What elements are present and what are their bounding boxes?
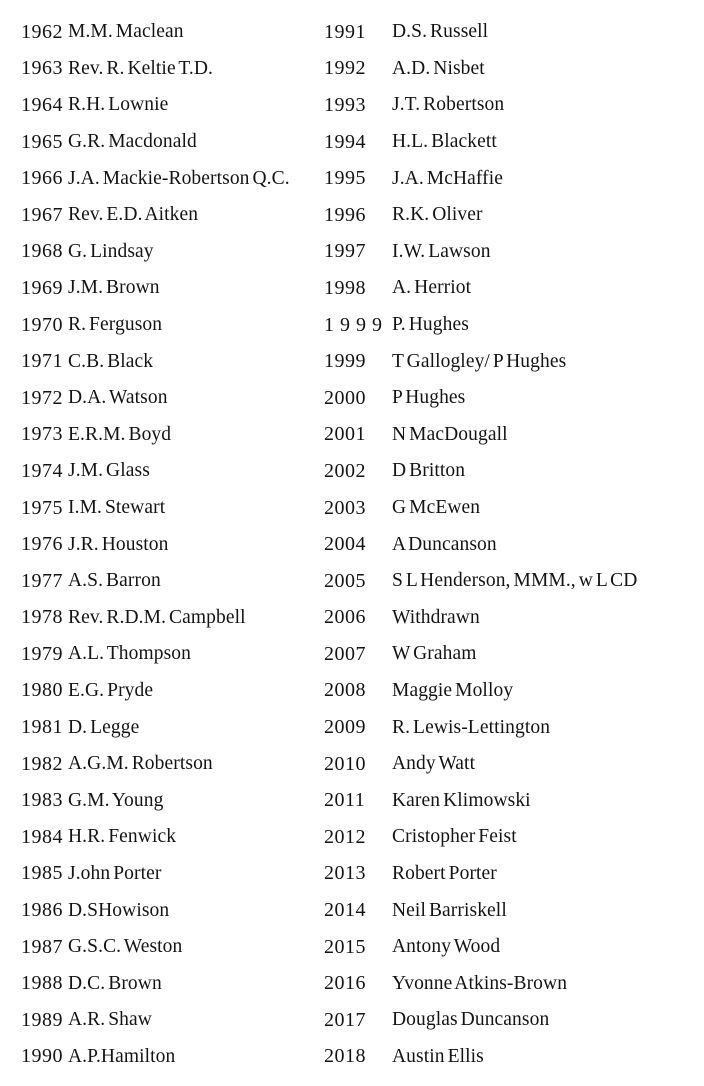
year-cell: 2010 bbox=[324, 752, 366, 775]
year-cell: 2007 bbox=[324, 642, 366, 665]
year-cell: 1965 bbox=[21, 130, 63, 153]
list-row bbox=[21, 270, 320, 307]
year-cell: 1998 bbox=[324, 276, 366, 299]
year-cell: 2005 bbox=[324, 569, 366, 592]
name-cell: Rev. R. Keltie T.D. bbox=[68, 57, 214, 79]
name-cell: D.S. Russell bbox=[392, 21, 489, 43]
list-row bbox=[324, 270, 704, 307]
name-cell: E.R.M. Boyd bbox=[68, 423, 172, 445]
year-cell: 1967 bbox=[21, 203, 63, 226]
name-cell: R. Ferguson bbox=[68, 314, 163, 336]
year-cell: 1969 bbox=[21, 276, 63, 299]
list-row bbox=[324, 417, 704, 454]
name-cell: J.T. Robertson bbox=[392, 94, 505, 116]
name-cell: D. Legge bbox=[68, 716, 140, 738]
list-row bbox=[324, 453, 704, 490]
name-cell: G McEwen bbox=[392, 497, 481, 519]
year-cell: 1973 bbox=[21, 423, 63, 446]
list-row bbox=[324, 709, 704, 746]
list-row bbox=[21, 417, 320, 454]
list-row bbox=[21, 673, 320, 710]
list-row bbox=[21, 600, 320, 637]
list-row bbox=[21, 526, 320, 563]
year-cell: 2001 bbox=[324, 423, 366, 446]
year-cell: 1992 bbox=[324, 57, 366, 80]
year-cell: 2000 bbox=[324, 386, 366, 409]
list-row bbox=[21, 490, 320, 527]
name-cell: J.M. Brown bbox=[68, 277, 160, 299]
name-cell: D Britton bbox=[392, 460, 466, 482]
name-cell: R. Lewis-Lettington bbox=[392, 716, 551, 738]
year-cell: 1987 bbox=[21, 935, 63, 958]
list-row bbox=[324, 965, 704, 1002]
year-cell: 2002 bbox=[324, 459, 366, 482]
list-row bbox=[324, 51, 704, 88]
year-cell: 1984 bbox=[21, 825, 63, 848]
list-row bbox=[324, 600, 704, 637]
list-row bbox=[21, 307, 320, 344]
name-cell: A.D. Nisbet bbox=[392, 57, 485, 79]
name-cell: Cristopher Feist bbox=[392, 826, 517, 848]
list-row bbox=[21, 197, 320, 234]
name-cell: P Hughes bbox=[392, 387, 466, 409]
year-cell: 1996 bbox=[324, 203, 366, 226]
list-row bbox=[21, 819, 320, 856]
list-row bbox=[21, 160, 320, 197]
list-row bbox=[21, 782, 320, 819]
name-cell: A.L. Thompson bbox=[68, 643, 191, 665]
years-column-left bbox=[0, 14, 320, 1086]
list-row bbox=[21, 124, 320, 161]
list-row bbox=[324, 124, 704, 161]
list-row bbox=[324, 819, 704, 856]
year-cell: 1995 bbox=[324, 167, 366, 190]
year-cell: 1974 bbox=[21, 459, 63, 482]
list-row bbox=[21, 563, 320, 600]
year-cell: 1981 bbox=[21, 716, 63, 739]
name-cell: Maggie Molloy bbox=[392, 679, 514, 701]
name-cell: J.M. Glass bbox=[68, 460, 150, 482]
year-cell: 1997 bbox=[324, 240, 366, 263]
year-cell: 1976 bbox=[21, 533, 63, 556]
name-cell: T Gallogley/ P Hughes bbox=[392, 350, 567, 372]
year-cell: 1990 bbox=[21, 1045, 63, 1068]
year-cell: 1963 bbox=[21, 57, 63, 80]
year-cell: 1980 bbox=[21, 679, 63, 702]
year-cell: 2014 bbox=[324, 899, 366, 922]
year-cell: 2004 bbox=[324, 533, 366, 556]
year-cell: 1991 bbox=[324, 20, 366, 43]
year-cell: 1970 bbox=[21, 313, 63, 336]
year-cell: 1988 bbox=[21, 972, 63, 995]
year-cell: 2003 bbox=[324, 496, 366, 519]
list-row bbox=[21, 1002, 320, 1039]
name-cell: G.R. Macdonald bbox=[68, 131, 197, 153]
list-row bbox=[324, 746, 704, 783]
list-row bbox=[324, 490, 704, 527]
year-cell: 1983 bbox=[21, 789, 63, 812]
year-cell: 1962 bbox=[21, 20, 63, 43]
name-cell: Andy Watt bbox=[392, 753, 476, 775]
year-cell: 2011 bbox=[324, 789, 366, 812]
name-cell: A.G.M. Robertson bbox=[68, 753, 213, 775]
name-cell: H.R. Fenwick bbox=[68, 826, 177, 848]
list-row bbox=[21, 1039, 320, 1076]
year-cell: 2008 bbox=[324, 679, 366, 702]
name-cell: A Duncanson bbox=[392, 533, 497, 555]
name-cell: Austin Ellis bbox=[392, 1045, 484, 1067]
name-cell: Yvonne Atkins-Brown bbox=[392, 972, 568, 994]
name-cell: Robert Porter bbox=[392, 862, 497, 884]
name-cell: J.R. Houston bbox=[68, 533, 169, 555]
name-cell: I.W. Lawson bbox=[392, 240, 491, 262]
list-row bbox=[324, 343, 704, 380]
year-cell: 2006 bbox=[324, 606, 366, 629]
list-row bbox=[324, 526, 704, 563]
name-cell: P. Hughes bbox=[392, 314, 469, 336]
name-cell: G.M. Young bbox=[68, 789, 164, 811]
list-row bbox=[21, 87, 320, 124]
name-cell: Neil Barriskell bbox=[392, 899, 507, 921]
name-cell: A.R. Shaw bbox=[68, 1009, 152, 1031]
name-cell: D.SHowison bbox=[68, 899, 170, 921]
year-cell: 2012 bbox=[324, 825, 366, 848]
year-cell: 2015 bbox=[324, 935, 366, 958]
year-cell: 1985 bbox=[21, 862, 63, 885]
list-row bbox=[324, 14, 704, 51]
name-cell: D.C. Brown bbox=[68, 972, 162, 994]
name-cell: J.A. Mackie-Robertson Q.C. bbox=[68, 167, 290, 189]
name-cell: Antony Wood bbox=[392, 936, 501, 958]
list-row bbox=[21, 380, 320, 417]
list-row bbox=[324, 1002, 704, 1039]
list-row bbox=[21, 234, 320, 271]
name-cell: A.P.Hamilton bbox=[68, 1045, 176, 1067]
years-column-right bbox=[320, 14, 704, 1086]
list-row bbox=[324, 673, 704, 710]
year-cell: 1975 bbox=[21, 496, 63, 519]
list-row bbox=[324, 307, 704, 344]
name-cell: Rev. R.D.M. Campbell bbox=[68, 606, 246, 628]
list-row bbox=[21, 343, 320, 380]
list-row bbox=[21, 14, 320, 51]
list-row bbox=[324, 563, 704, 600]
year-cell: 1966 bbox=[21, 167, 63, 190]
list-row bbox=[21, 51, 320, 88]
list-row bbox=[324, 87, 704, 124]
name-cell: R.K. Oliver bbox=[392, 204, 483, 226]
name-cell: D.A. Watson bbox=[68, 387, 168, 409]
year-cell: 1999 bbox=[324, 350, 366, 373]
list-row bbox=[21, 929, 320, 966]
year-cell: 1994 bbox=[324, 130, 366, 153]
list-row bbox=[324, 856, 704, 893]
year-cell: 1 9 9 9 bbox=[324, 313, 383, 336]
year-cell: 1964 bbox=[21, 93, 63, 116]
list-row bbox=[324, 380, 704, 417]
name-cell: Karen Klimowski bbox=[392, 789, 531, 811]
list-row bbox=[324, 1039, 704, 1076]
year-cell: 2013 bbox=[324, 862, 366, 885]
list-row bbox=[324, 892, 704, 929]
name-cell: J.ohn Porter bbox=[68, 862, 162, 884]
list-row bbox=[21, 856, 320, 893]
year-cell: 1978 bbox=[21, 606, 63, 629]
list-row bbox=[324, 636, 704, 673]
year-cell: 1977 bbox=[21, 569, 63, 592]
name-cell: J.A. McHaffie bbox=[392, 167, 504, 189]
year-cell: 1972 bbox=[21, 386, 63, 409]
year-cell: 2009 bbox=[324, 716, 366, 739]
name-cell: G.S.C. Weston bbox=[68, 936, 183, 958]
year-cell: 1971 bbox=[21, 350, 63, 373]
year-cell: 2017 bbox=[324, 1008, 366, 1031]
year-cell: 1968 bbox=[21, 240, 63, 263]
year-cell: 2016 bbox=[324, 972, 366, 995]
year-cell: 1979 bbox=[21, 642, 63, 665]
name-cell: E.G. Pryde bbox=[68, 679, 154, 701]
list-row bbox=[21, 892, 320, 929]
list-row bbox=[21, 636, 320, 673]
name-cell: I.M. Stewart bbox=[68, 497, 166, 519]
name-cell: Rev. E.D. Aitken bbox=[68, 204, 199, 226]
name-cell: Douglas Duncanson bbox=[392, 1009, 550, 1031]
year-cell: 1989 bbox=[21, 1008, 63, 1031]
list-row bbox=[324, 234, 704, 271]
year-cell: 2018 bbox=[324, 1045, 366, 1068]
list-row bbox=[21, 965, 320, 1002]
list-row bbox=[21, 746, 320, 783]
name-cell: Withdrawn bbox=[392, 606, 480, 628]
list-row bbox=[324, 929, 704, 966]
name-cell: W Graham bbox=[392, 643, 477, 665]
year-cell: 1993 bbox=[324, 93, 366, 116]
name-cell: N MacDougall bbox=[392, 423, 508, 445]
year-cell: 1982 bbox=[21, 752, 63, 775]
list-row bbox=[324, 782, 704, 819]
list-row bbox=[324, 197, 704, 234]
name-cell: M.M. Maclean bbox=[68, 21, 184, 43]
list-row bbox=[21, 453, 320, 490]
name-cell: S L Henderson, MMM., w L CD bbox=[392, 570, 638, 592]
year-cell: 1986 bbox=[21, 899, 63, 922]
list-row bbox=[21, 709, 320, 746]
name-cell: H.L. Blackett bbox=[392, 131, 497, 153]
name-cell: A. Herriot bbox=[392, 277, 472, 299]
name-cell: R.H. Lownie bbox=[68, 94, 169, 116]
list-row bbox=[324, 160, 704, 197]
name-cell: G. Lindsay bbox=[68, 240, 154, 262]
name-cell: A.S. Barron bbox=[68, 570, 161, 592]
name-cell: C.B. Black bbox=[68, 350, 154, 372]
